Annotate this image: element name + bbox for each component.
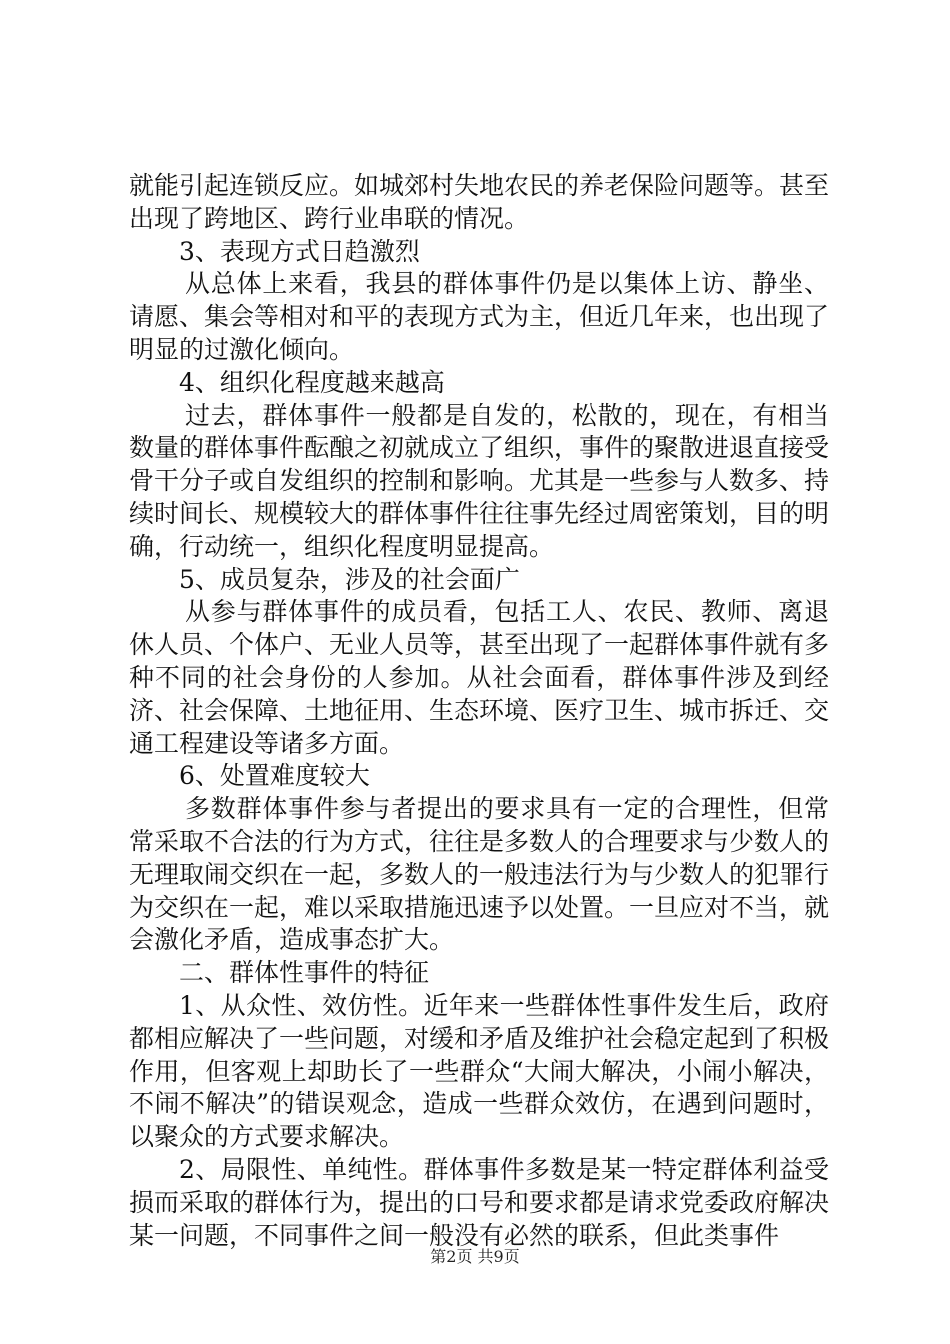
- paragraph: 2、局限性、单纯性。群体事件多数是某一特定群体利益受损而采取的群体行为，提出的口号和要求都是请求党委政府解决某一问题，不同事件之间一般没有必然的联系，但此类事件: [129, 1154, 830, 1250]
- section-heading: 5、成员复杂，涉及的社会面广: [179, 564, 520, 594]
- paragraph: 从总体上来看，我县的群体事件仍是以集体上访、静坐、请愿、集会等相对和平的表现方式为主，但近几年来，也出现了明显的过激化倾向。: [129, 269, 830, 364]
- paragraph: 就能引起连锁反应。如城郊村失地农民的养老保险问题等。甚至出现了跨地区、跨行业串联的情况。: [129, 171, 830, 233]
- paragraph: 1、从众性、效仿性。近年来一些群体性事件发生后，政府都相应解决了一些问题，对缓和矛盾及维护社会稳定起到了积极作用，但客观上却助长了一些群众“大闹大解决，小闹小解决，不闹不解决”的错误观念，造成一些群众效仿，在遇到问题时，以聚众的方式要求解决。: [129, 990, 830, 1152]
- section-heading: 6、处置难度较大: [179, 761, 370, 791]
- page-number: 第2页 共9页: [430, 1247, 520, 1266]
- paragraph: 从参与群体事件的成员看，包括工人、农民、教师、离退休人员、个体户、无业人员等，甚至出现了一起群体事件就有多种不同的社会身份的人参加。从社会面看，群体事件涉及到经济、社会保障、土地征用、生态环境、医疗卫生、城市拆迁、交通工程建设等诸多方面。: [129, 597, 830, 758]
- document-body: [129, 170, 829, 1252]
- paragraph: 多数群体事件参与者提出的要求具有一定的合理性，但常常采取不合法的行为方式，往往是多数人的合理要求与少数人的无理取闹交织在一起，多数人的一般违法行为与少数人的犯罪行为交织在一起，难以采取措施迅速予以处置。一旦应对不当，就会激化矛盾，造成事态扩大。: [129, 794, 830, 955]
- section-heading: 二、群体性事件的特征: [179, 958, 430, 988]
- page-footer: [0, 1244, 950, 1267]
- paragraph: 过去，群体事件一般都是自发的，松散的，现在，有相当数量的群体事件酝酿之初就成立了组织，事件的聚散进退直接受骨干分子或自发组织的控制和影响。尤其是一些参与人数多、持续时间长、规模较大的群体事件往往事先经过周密策划，目的明确，行动统一，组织化程度明显提高。: [129, 400, 830, 561]
- section-heading: 3、表现方式日趋激烈: [179, 236, 420, 266]
- section-heading: 4、组织化程度越来越高: [179, 367, 445, 397]
